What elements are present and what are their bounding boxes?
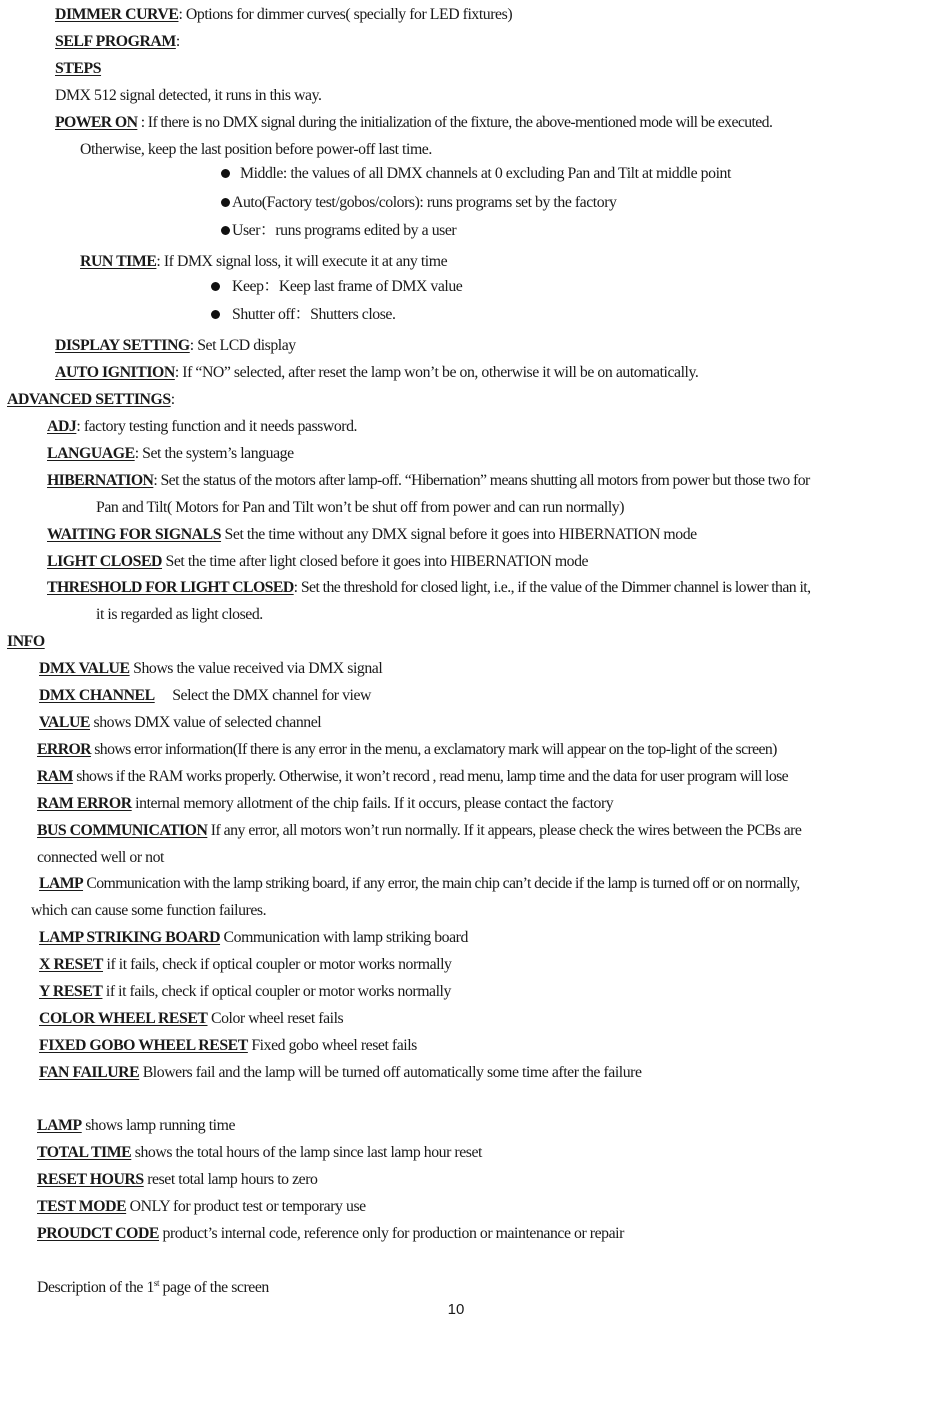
description-post: page of the screen [159,1279,269,1296]
hibernation-line [47,471,810,491]
desc-lamp-time: shows lamp running time [81,1117,236,1134]
term-language: LANGUAGE [47,445,135,462]
description-sup: st [153,1278,160,1288]
dmx-channel-line [39,686,371,706]
language-line [47,444,294,464]
desc-power-on: : If there is no DMX signal during the initialization of the fixture, the above-mentioned mode will be executed. [137,114,773,131]
test-mode-line [37,1197,366,1217]
term-total-time: TOTAL TIME [37,1144,132,1161]
auto-ignition-line [55,363,698,383]
hibernation-cont: Pan and Tilt( Motors for Pan and Tilt won’t be shut off from power and can run normally) [96,499,625,516]
bullet-keep: Keep：Keep last frame of DMX value [232,278,463,295]
desc-gobo-wheel-reset: Fixed gobo wheel reset fails [247,1037,417,1054]
desc-lamp-striking-board: Communication with lamp striking board [220,929,468,946]
term-ram: RAM [37,768,73,785]
term-display-setting: DISPLAY SETTING [55,337,190,354]
desc-value: shows DMX value of selected channel [90,714,322,731]
value-line [39,713,321,733]
bullet-middle: Middle: the values of all DMX channels at 0 excluding Pan and Tilt at middle point [240,165,731,182]
reset-hours-line [37,1170,318,1190]
bus-communication-cont: connected well or not [37,849,164,866]
description-line [37,1278,269,1298]
desc-language: : Set the system’s language [134,445,294,462]
x-reset-line [39,955,452,975]
term-test-mode: TEST MODE [37,1198,127,1215]
desc-self-program: : [175,33,180,50]
gobo-wheel-reset-line [39,1036,417,1056]
advanced-heading-colon: : [170,391,175,408]
term-waiting-signals: WAITING FOR SIGNALS [47,526,222,543]
desc-adj: : factory testing function and it needs password. [76,418,358,435]
bullet-icon [221,198,230,207]
term-bus-communication: BUS COMMUNICATION [37,822,208,839]
term-dmx-value: DMX VALUE [39,660,130,677]
lamp-communication-line [39,874,800,894]
dmx-detected-line: DMX 512 signal detected, it runs in this way. [55,87,322,104]
term-reset-hours: RESET HOURS [37,1171,144,1188]
info-heading-text: INFO [7,633,45,650]
bullet-shutter: Shutter off：Shutters close. [232,306,396,323]
desc-error: shows error information(If there is any error in the menu, a exclamatory mark will appear on the top-light of the screen) [90,741,777,758]
desc-color-wheel-reset: Color wheel reset fails [207,1010,344,1027]
lamp-communication-cont: which can cause some function failures. [31,902,267,919]
adj-line [47,417,357,437]
term-fan-failure: FAN FAILURE [39,1064,140,1081]
term-lamp-striking-board: LAMP STRIKING BOARD [39,929,221,946]
bullet-user: User：runs programs edited by a user [232,222,457,239]
desc-hibernation: : Set the status of the motors after lamp-off. “Hibernation” means shutting all motors from power but those two for [153,472,810,489]
term-threshold: THRESHOLD FOR LIGHT CLOSED [47,579,294,596]
desc-y-reset: if it fails, check if optical coupler or motor works normally [102,983,451,1000]
error-line [37,740,777,760]
term-color-wheel-reset: COLOR WHEEL RESET [39,1010,208,1027]
desc-display-setting: : Set LCD display [189,337,296,354]
term-hibernation: HIBERNATION [47,472,154,489]
desc-fan-failure: Blowers fail and the lamp will be turned off automatically some time after the failure [139,1064,642,1081]
threshold-cont: it is regarded as light closed. [96,606,263,623]
term-dmx-channel: DMX CHANNEL [39,687,155,704]
bullet-icon [211,282,220,291]
total-time-line [37,1143,482,1163]
term-ram-error: RAM ERROR [37,795,132,812]
term-self-program: SELF PROGRAM [55,33,176,50]
display-setting-line [55,336,296,356]
term-dimmer-curve: DIMMER CURVE [55,6,179,23]
lamp-time-line [37,1116,235,1136]
desc-run-time: : If DMX signal loss, it will execute it at any time [156,253,448,270]
term-adj: ADJ [47,418,77,435]
term-power-on: POWER ON [55,114,138,131]
page-number: 10 [447,1301,465,1318]
ram-line [37,767,788,787]
term-product-code: PROUDCT CODE [37,1225,160,1242]
term-value: VALUE [39,714,91,731]
desc-threshold: : Set the threshold for closed light, i.e., if the value of the Dimmer channel is lower than it, [293,579,811,596]
power-on-cont: Otherwise, keep the last position before power-off last time. [80,141,432,158]
term-lamp: LAMP [39,875,84,892]
term-light-closed: LIGHT CLOSED [47,553,163,570]
desc-ram: shows if the RAM works properly. Otherwise, it won’t record , read menu, lamp time and the data for user program will lose [72,768,789,785]
desc-lamp: Communication with the lamp striking board, if any error, the main chip can’t decide if the lamp is turned off or on normally, [83,875,800,892]
info-heading [7,632,45,652]
bullet-icon [211,310,220,319]
power-on-line [55,113,772,133]
desc-test-mode: ONLY for product test or temporary use [126,1198,366,1215]
term-run-time: RUN TIME [80,253,157,270]
desc-dmx-value: Shows the value received via DMX signal [129,660,383,677]
term-gobo-wheel-reset: FIXED GOBO WHEEL RESET [39,1037,248,1054]
ram-error-line [37,794,613,814]
desc-total-time: shows the total hours of the lamp since last lamp hour reset [131,1144,483,1161]
light-closed-line [47,552,588,572]
term-steps: STEPS [55,60,102,77]
desc-auto-ignition: : If “NO” selected, after reset the lamp won’t be on, otherwise it will be on automatically. [174,364,699,381]
self-program-line [55,32,180,52]
waiting-signals-line [47,525,697,545]
color-wheel-reset-line [39,1009,343,1029]
description-pre: Description of the 1 [37,1279,154,1296]
desc-dimmer-curve: : Options for dimmer curves( specially for LED fixtures) [178,6,513,23]
run-time-line [80,252,447,272]
term-y-reset: Y RESET [39,983,103,1000]
advanced-heading-text: ADVANCED SETTINGS [7,391,171,408]
bullet-icon [221,169,230,178]
desc-light-closed: Set the time after light closed before it goes into HIBERNATION mode [162,553,589,570]
term-auto-ignition: AUTO IGNITION [55,364,175,381]
y-reset-line [39,982,451,1002]
bullet-icon [221,226,230,235]
term-x-reset: X RESET [39,956,104,973]
threshold-line [47,578,810,598]
desc-waiting-signals: Set the time without any DMX signal before it goes into HIBERNATION mode [221,526,697,543]
desc-reset-hours: reset total lamp hours to zero [143,1171,318,1188]
desc-ram-error: internal memory allotment of the chip fails. If it occurs, please contact the factory [131,795,614,812]
dimmer-curve-line [55,5,512,25]
desc-product-code: product’s internal code, reference only for production or maintenance or repair [159,1225,624,1242]
bullet-auto: Auto(Factory test/gobos/colors): runs programs set by the factory [232,194,617,211]
dmx-value-line [39,659,382,679]
lamp-striking-line [39,928,468,948]
desc-bus-communication: If any error, all motors won’t run normally. If it appears, please check the wires between the PCBs are [207,822,802,839]
steps-line [55,59,101,79]
desc-x-reset: if it fails, check if optical coupler or motor works normally [103,956,452,973]
advanced-settings-heading [7,390,175,410]
fan-failure-line [39,1063,642,1083]
bus-communication-line [37,821,801,841]
term-lamp-time: LAMP [37,1117,82,1134]
desc-dmx-channel: Select the DMX channel for view [154,687,372,704]
term-error: ERROR [37,741,91,758]
product-code-line [37,1224,624,1244]
